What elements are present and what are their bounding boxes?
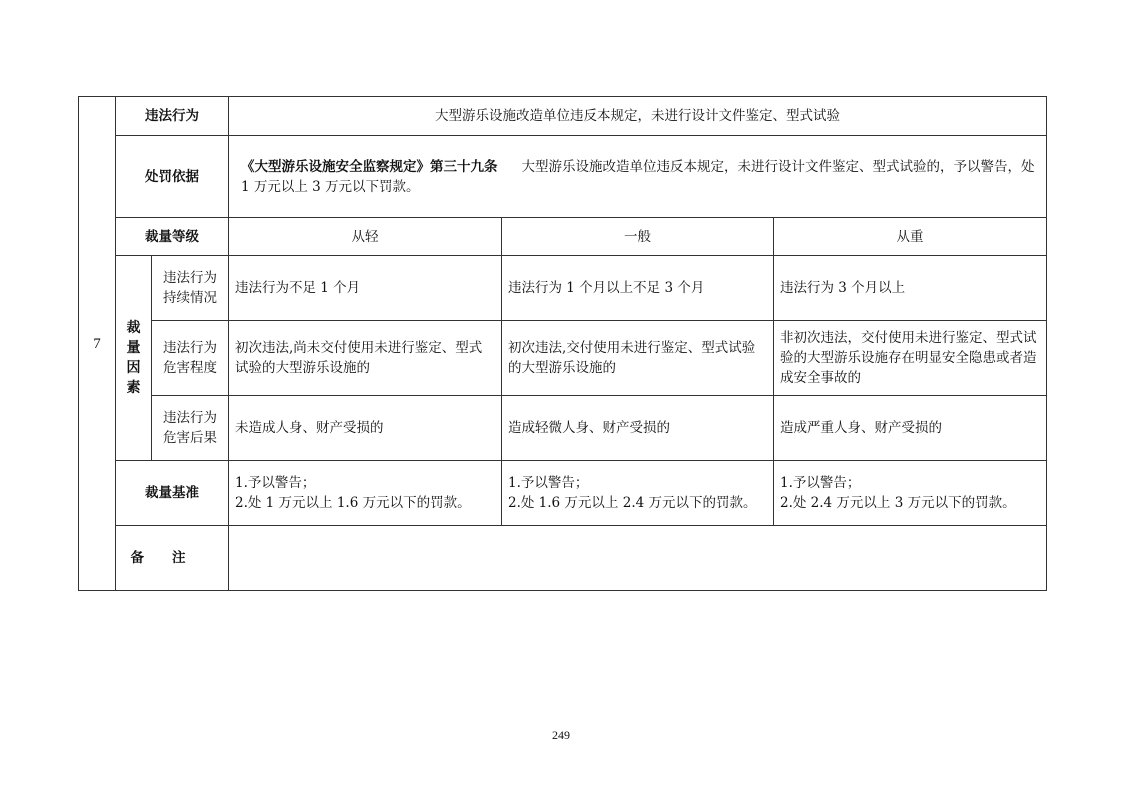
duration-normal: 违法行为 1 个月以上不足 3 个月	[502, 256, 774, 321]
factor-row-severity	[79, 321, 1047, 396]
factors-label-char: 量	[126, 340, 141, 356]
factor-row-duration	[79, 256, 1047, 321]
violation-row	[79, 97, 1047, 136]
factors-label-char: 素	[126, 380, 141, 396]
remark-label: 备注	[116, 526, 229, 591]
basis-title: 《大型游乐设施安全监察规定》第三十九条	[241, 158, 498, 175]
severity-normal: 初次违法,交付使用未进行鉴定、型式试验的大型游乐设施的	[502, 321, 774, 396]
remark-row	[79, 526, 1047, 591]
level-light: 从轻	[229, 218, 502, 256]
factor-label-duration	[152, 256, 229, 321]
factor-label-consequence	[152, 396, 229, 461]
duration-light: 违法行为不足 1 个月	[229, 256, 502, 321]
levels-row	[79, 218, 1047, 256]
standard-heavy	[774, 461, 1047, 526]
level-heavy: 从重	[774, 218, 1047, 256]
factor-label-line: 危害后果	[163, 430, 217, 446]
basis-cell	[229, 136, 1047, 218]
level-normal: 一般	[502, 218, 774, 256]
standard-label: 裁量基准	[116, 461, 229, 526]
basis-text: 大型游乐设施改造单位违反本规定，未进行设计文件鉴定、型式试验的，予以警告，处 1 万元以上 3 万元以下罚款。	[241, 158, 1035, 195]
standard-line: 2.处 1 万元以上 1.6 万元以下的罚款。	[235, 495, 471, 511]
factors-label	[116, 256, 152, 461]
standard-light	[229, 461, 502, 526]
factors-label-char: 裁	[126, 320, 141, 336]
standard-line: 1.予以警告；	[780, 475, 861, 491]
violation-text: 大型游乐设施改造单位违反本规定，未进行设计文件鉴定、型式试验	[229, 97, 1047, 136]
factor-label-line: 违法行为	[163, 410, 217, 426]
factor-label-line: 持续情况	[163, 290, 217, 306]
factor-label-line: 违法行为	[163, 340, 217, 356]
consequence-light: 未造成人身、财产受损的	[229, 396, 502, 461]
factor-row-consequence	[79, 396, 1047, 461]
standard-line: 1.予以警告；	[235, 475, 316, 491]
duration-heavy: 违法行为 3 个月以上	[774, 256, 1047, 321]
penalty-discretion-table	[78, 96, 1047, 591]
standard-row	[79, 461, 1047, 526]
consequence-heavy: 造成严重人身、财产受损的	[774, 396, 1047, 461]
page-number: 249	[552, 728, 570, 742]
standard-line: 2.处 2.4 万元以上 3 万元以下的罚款。	[780, 495, 1016, 511]
severity-light: 初次违法,尚未交付使用未进行鉴定、型式试验的大型游乐设施的	[229, 321, 502, 396]
basis-label: 处罚依据	[116, 136, 229, 218]
violation-label: 违法行为	[116, 97, 229, 136]
factor-label-line: 危害程度	[163, 360, 217, 376]
factor-label-severity	[152, 321, 229, 396]
row-number: 7	[79, 97, 116, 591]
standard-line: 1.予以警告；	[508, 475, 589, 491]
standard-normal	[502, 461, 774, 526]
factor-label-line: 违法行为	[163, 270, 217, 286]
severity-heavy: 非初次违法，交付使用未进行鉴定、型式试验的大型游乐设施存在明显安全隐患或者造成安全事故的	[774, 321, 1047, 396]
levels-label: 裁量等级	[116, 218, 229, 256]
basis-row	[79, 136, 1047, 218]
standard-line: 2.处 1.6 万元以上 2.4 万元以下的罚款。	[508, 495, 757, 511]
factors-label-char: 因	[126, 360, 141, 376]
consequence-normal: 造成轻微人身、财产受损的	[502, 396, 774, 461]
remark-text	[229, 526, 1047, 591]
